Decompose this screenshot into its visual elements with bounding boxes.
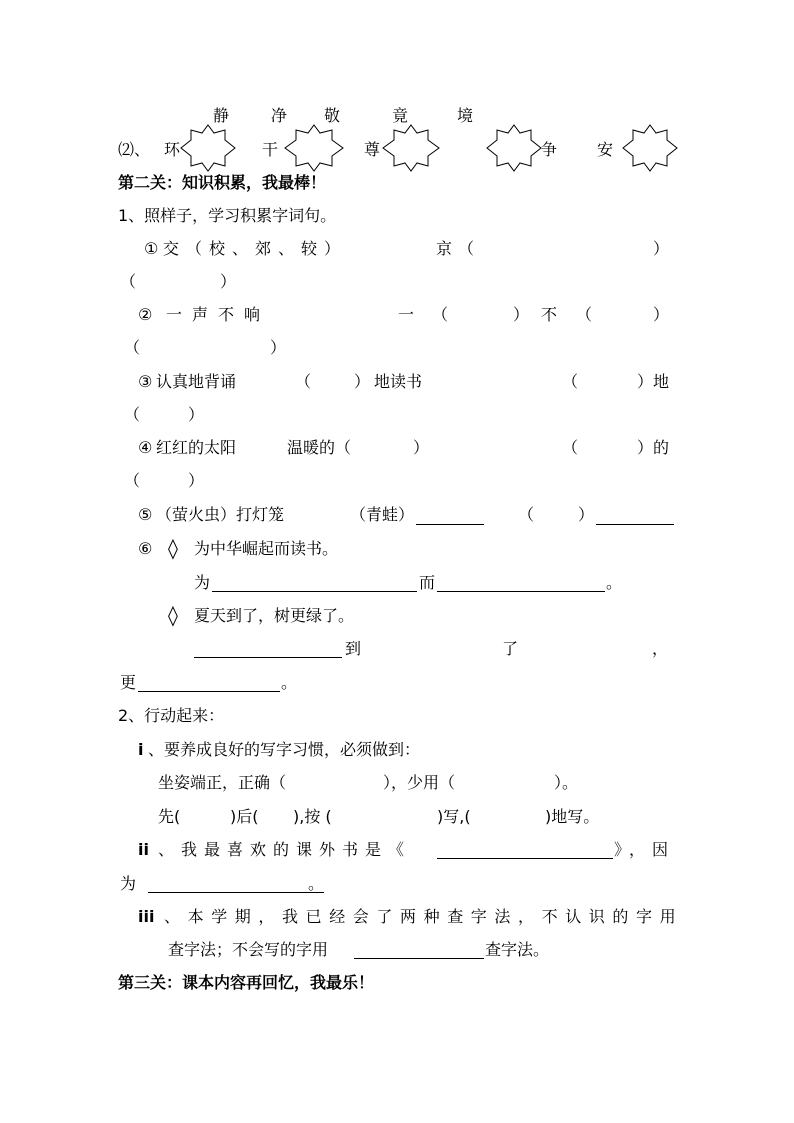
q2-i-line2-c: ),按 ( [293,807,332,826]
group-char-5: 安 [597,140,614,159]
item-6-s2-blank-1[interactable] [194,657,342,658]
q2-i-line1-a: 坐姿端正，正确（ [158,773,287,792]
q2-ii-blank-book[interactable] [437,858,613,859]
item-1-wrap-open: （ [120,272,137,291]
item-5-blank-2[interactable] [596,524,674,525]
star-answer-box-5[interactable] [622,124,678,172]
item-2-c: ） [513,305,530,324]
star-answer-box-4[interactable] [486,124,542,172]
group-char-1: 环 [164,140,181,159]
q2-i-line2-d: )写,( [437,807,471,826]
q2-i-line2-b: )后( [230,807,259,826]
item-2-d: 不 [541,305,558,324]
item-6-sentence-1: 为中华崛起而读书。 [194,539,339,558]
top-char-4: 竟 [392,106,409,125]
q2-i-line2-a: 先( [158,807,181,826]
item-3-b1: （ [295,372,312,391]
item-4-example: 红红的太阳 [156,438,237,457]
item-3-mid: 地读书 [374,372,423,391]
q2-i-line2-e: )地写。 [545,807,600,826]
item-4-mid-close: ） [413,438,430,457]
item-4-b2: （ [562,438,579,457]
item-5-blank-1[interactable] [416,524,484,525]
diamond-icon: ◊ [168,603,178,627]
item-3-b2: （ [562,372,579,391]
item-4-wrap-open: （ [124,471,141,490]
item-6-sentence-2: 夏天到了，树更绿了。 [194,606,355,625]
q2-ii-text: 、我最喜欢的课外书是《 [158,840,412,859]
item-2-number: ② [138,305,153,324]
item-6-s2-blank-2[interactable] [138,691,280,692]
item-2-e: （ [576,305,593,324]
q2-iii-line2-a: 查字法；不会写的字用 [168,940,329,959]
item-3-number: ③ [138,372,153,391]
q2-ii-close: 》，因 [614,840,676,859]
item-5-b2-close: ） [578,505,595,524]
q2-iii-number: iii [138,907,155,926]
q2-title: 2、行动起来： [118,706,225,725]
item-5-number: ⑤ [138,505,153,524]
item-3-b2-close: ）地 [637,372,670,391]
item-6-s1-end: 。 [606,573,623,592]
item-6-s1-blank-1[interactable] [212,591,417,592]
q2-iii-blank[interactable] [354,958,484,959]
item-4-b2-close: ）的 [637,438,670,457]
group-label: ⑵、 [118,140,151,159]
section-heading-3: 第三关：课本内容再回忆，我最乐！ [118,973,375,992]
q2-i-number: i [138,740,144,759]
q1-title: 1、照样子，学习积累字词句。 [118,206,337,225]
item-2-wrap-open: （ [124,338,141,357]
item-2-b: （ [432,305,449,324]
item-2-a: 一 [398,305,415,324]
q2-i-line1-b: ），少用（ [383,773,456,792]
item-6-s2-c: ， [652,639,669,658]
item-2-example: 一声不响 [166,305,271,324]
star-answer-box-2[interactable] [284,124,344,172]
item-4-wrap-close: ） [188,471,205,490]
q2-iii-text: 、本学期，我已经会了两种查字法，不认识的字用 [164,907,684,926]
item-1-wrap-close: ） [220,272,237,291]
group-char-2: 干 [262,140,279,159]
item-3-example: 认真地背诵 [156,372,237,391]
item-1-number: ① [144,239,159,258]
item-6-s2-end: 。 [281,673,298,692]
q2-ii-blank-reason[interactable] [148,892,324,893]
item-6-s1-blank-2[interactable] [437,591,605,592]
diamond-icon: ◊ [168,536,178,560]
item-6-s2-d: 更 [120,673,137,692]
item-1-close: ） [653,239,670,258]
item-6-s1-a: 为 [194,573,211,592]
item-6-s1-b: 而 [419,573,436,592]
group-char-3: 尊 [364,140,381,159]
top-char-5: 境 [457,106,474,125]
q2-ii-wrap: 为 [120,874,137,893]
item-6-number: ⑥ [138,539,153,558]
star-answer-box-1[interactable] [180,124,236,172]
item-2-wrap-close: ） [270,338,287,357]
top-char-3: 敬 [324,106,341,125]
q2-iii-line2-b: 查字法。 [485,940,550,959]
item-5-example: （萤火虫）打灯笼 [156,505,285,524]
item-6-s2-a: 到 [345,639,362,658]
item-1-example: 交（校、郊、较） [163,239,348,258]
item-5-b2: （ [518,505,535,524]
item-2-f: ） [653,305,670,324]
q2-ii-number: ii [138,840,149,859]
item-6-s2-b: 了 [502,639,519,658]
item-4-mid: 温暖的（ [287,438,352,457]
section-heading-2: 第二关：知识积累，我最棒！ [118,173,327,192]
item-3-b1-close: ） [354,372,371,391]
item-4-number: ④ [138,438,153,457]
q2-i-line1-c: ）。 [554,773,579,792]
star-answer-box-3[interactable] [382,124,440,172]
q2-i-text: 、要养成良好的写字习惯，必须做到： [148,740,421,759]
item-3-wrap-close: ） [188,405,205,424]
item-3-wrap-open: （ [124,405,141,424]
top-char-2: 净 [271,106,288,125]
item-5-mid: （青蛙） [350,505,415,524]
item-1-word: 京（ [436,239,481,258]
q2-ii-end: 。 [308,874,325,893]
top-char-1: 静 [213,106,230,125]
group-char-4: 争 [541,140,558,159]
